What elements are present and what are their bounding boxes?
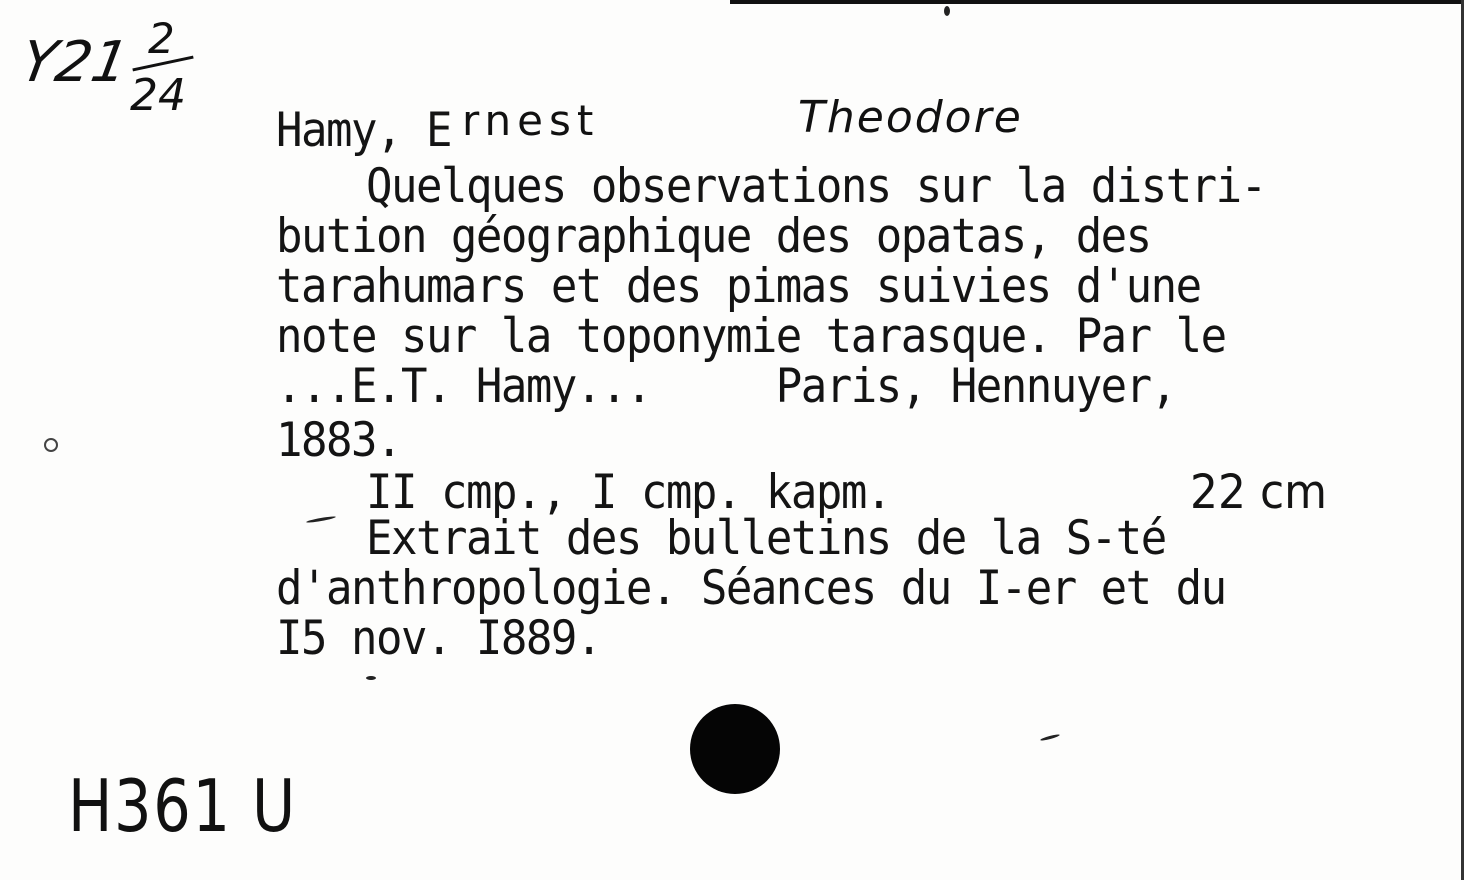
shelf-number: Y21 bbox=[16, 30, 134, 95]
speck bbox=[1040, 733, 1060, 741]
speck bbox=[366, 676, 376, 680]
note-line: I5 nov. I889. bbox=[276, 610, 601, 666]
description-line: tarahumars et des pimas suivies d'une bbox=[276, 258, 1201, 314]
description-line: Quelques observations sur la distri- bbox=[366, 158, 1266, 214]
description-line: ...E.T. Hamy... Paris, Hennuyer, bbox=[276, 358, 1176, 414]
description-line: note sur la toponymie tarasque. Par le bbox=[276, 308, 1226, 364]
collation: II cmp., I cmp. kapm. bbox=[366, 464, 891, 520]
shelf-fraction-numerator: 2 bbox=[148, 14, 175, 63]
author-forename: rnest bbox=[462, 96, 600, 145]
call-number: H361 U bbox=[68, 764, 297, 848]
description-line: bution géographique des opatas, des bbox=[276, 208, 1151, 264]
description-line: 1883. bbox=[276, 412, 401, 468]
card-top-edge bbox=[730, 0, 1464, 4]
size: 22 cm bbox=[1190, 464, 1328, 520]
speck bbox=[306, 515, 336, 523]
speck bbox=[944, 6, 950, 16]
punch-hole bbox=[690, 704, 780, 794]
note-line: Extrait des bulletins de la S-té bbox=[366, 510, 1166, 566]
author-heading: Hamy, E bbox=[276, 102, 451, 158]
note-line: d'anthropologie. Séances du I-er et du bbox=[276, 560, 1226, 616]
speck bbox=[44, 438, 58, 452]
shelf-fraction-denominator: 24 bbox=[130, 70, 186, 121]
author-middle-name: Theodore bbox=[798, 92, 1023, 143]
